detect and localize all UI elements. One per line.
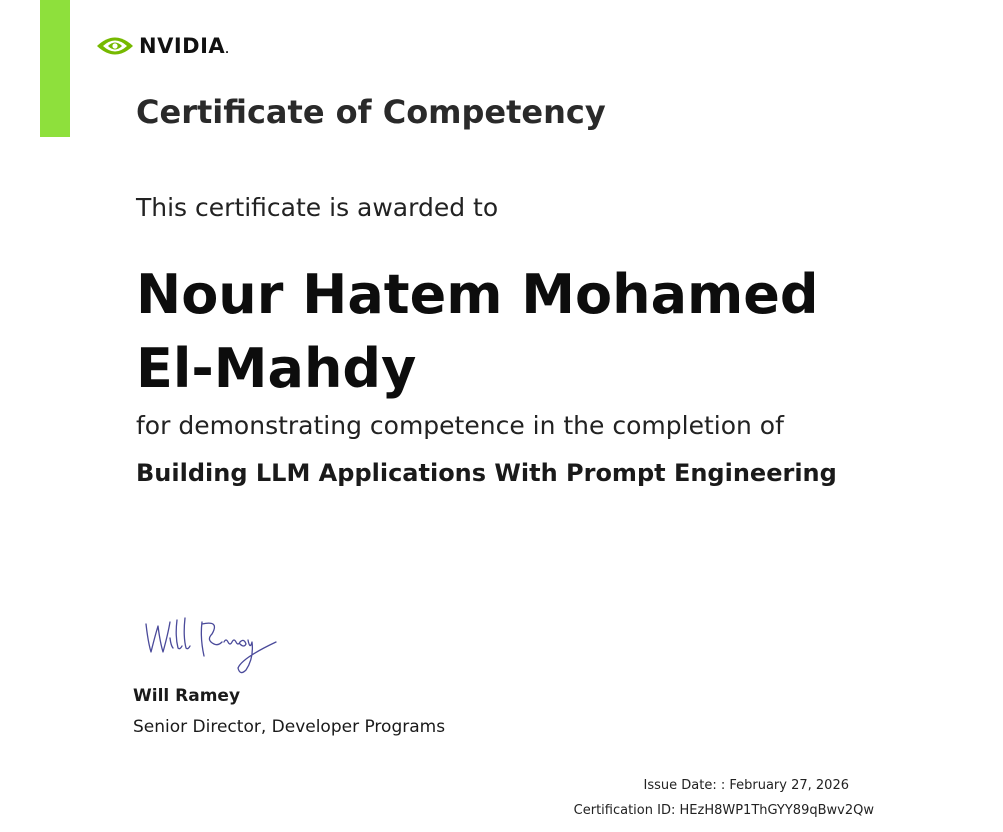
awarded-text: This certificate is awarded to: [136, 193, 499, 222]
signature: [140, 612, 280, 680]
certificate-title: Certificate of Competency: [136, 93, 606, 131]
nvidia-logo: [96, 33, 229, 59]
completion-text: for demonstrating competence in the completion of: [136, 411, 784, 440]
recipient-name: Nour Hatem Mohamed El-Mahdy: [136, 263, 819, 400]
cert-id-value: HEzH8WP1ThGYY89qBwv2Qw: [679, 803, 874, 818]
certification-id: [574, 803, 874, 818]
course-name: Building LLM Applications With Prompt Engineering: [136, 459, 837, 487]
accent-bar: [40, 0, 70, 137]
issue-date-label: Issue Date: :: [643, 778, 726, 793]
nvidia-wordmark: NVIDIA.: [139, 33, 229, 58]
cert-id-label: Certification ID:: [573, 803, 676, 818]
signer-title: Senior Director, Developer Programs: [133, 717, 446, 737]
signer-name: Will Ramey: [133, 686, 241, 706]
nvidia-eye-icon: [96, 33, 134, 59]
issue-date: [644, 778, 850, 793]
issue-date-value: February 27, 2026: [729, 778, 849, 793]
